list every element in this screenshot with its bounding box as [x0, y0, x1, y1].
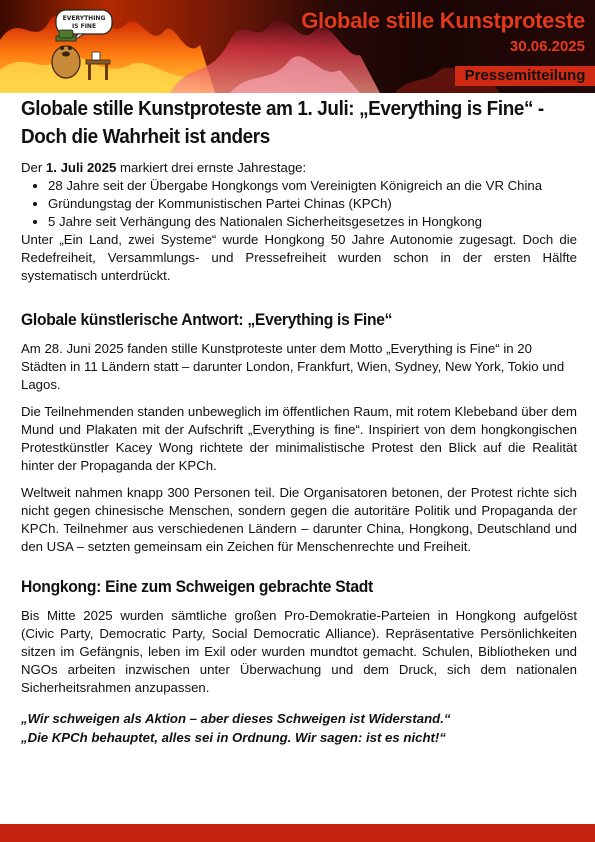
footer-bar: [0, 824, 595, 842]
page-title: Globale stille Kunstproteste am 1. Juli: „Everything is Fine“ - Doch die Wahrheit ist anders: [21, 97, 544, 148]
banner-title: Globale stille Kunstproteste: [301, 8, 585, 33]
anniversary-list: [21, 177, 577, 231]
paragraph: Am 28. Juni 2025 fanden stille Kunstproteste unter dem Motto „Everything is Fine“ in 20 Städten in 11 Ländern statt – darunter London, Frankfurt, Wien, Sydney, New York, Tokio und Lagos.: [21, 341, 565, 392]
dog-cartoon-icon: [28, 4, 138, 84]
list-item: • 5 Jahre seit Verhängung des Nationalen Sicherheitsgesetzes in Hongkong: [48, 213, 577, 231]
header-banner: [0, 0, 595, 93]
section-heading-hongkong: Hongkong: Eine zum Schweigen gebrachte Stadt: [21, 577, 373, 596]
quote: „Wir schweigen als Aktion – aber dieses Schweigen ist Widerstand.“: [21, 711, 451, 726]
intro-lead: Der 1. Juli 2025 markiert drei ernste Jahrestage:: [21, 160, 307, 175]
banner-date: 30.06.2025: [509, 38, 585, 55]
svg-text:IS FINE: IS FINE: [71, 23, 97, 30]
intro-closing: Unter „Ein Land, zwei Systeme“ wurde Hongkong 50 Jahre Autonomie zugesagt. Doch die Redefreiheit, Versammlungs- und Pressefreiheit wurden schon in der ersten Hälfte systematisch unterdrückt.: [21, 232, 577, 283]
quote: „Die KPCh behauptet, alles sei in Ordnung. Wir sagen: ist es nicht!“: [21, 730, 446, 745]
list-item: • Gründungstag der Kommunistischen Partei Chinas (KPCh): [48, 195, 577, 213]
document-body: [21, 95, 577, 747]
svg-text:EVERYTHING: EVERYTHING: [62, 15, 106, 22]
paragraph: Bis Mitte 2025 wurden sämtliche großen Pro-Demokratie-Parteien in Hongkong aufgelöst (Civic Party, Democratic Party, Social Democratic Alliance). Repräsentative Persönlichkeiten sitzen im Gefängnis, leben im Exil oder wurden mundtot gemacht. Schulen, Bibliotheken und NGOs arbeiten inzwischen unter Überwachung und dem Druck, sich dem nationalen Sicherheitsrahmen anzupassen.: [21, 608, 577, 695]
intro-date: 1. Juli 2025: [45, 160, 117, 175]
press-release-tag: Pressemitteilung: [455, 66, 595, 86]
paragraph: Die Teilnehmenden standen unbeweglich im öffentlichen Raum, mit rotem Klebeband über dem Mund und Plakaten mit der Aufschrift „Everything is fine“. Inspiriert von dem hongkongischen Protestkünstler Kacey Wong richtete der minimalistische Protest den Blick auf die Realität hinter der Propaganda der KPCh.: [21, 404, 577, 473]
list-item: • 28 Jahre seit der Übergabe Hongkongs vom Vereinigten Königreich an die VR China: [48, 177, 577, 195]
section-heading-art-response: Globale künstlerische Antwort: „Everything is Fine“: [21, 310, 393, 329]
paragraph: Weltweit nahmen knapp 300 Personen teil. Die Organisatoren betonen, der Protest richte sich nicht gegen chinesische Menschen, sondern gegen die autoritäre Politik und Propaganda der KPCh. Teilnehmer aus verschiedenen Ländern – darunter China, Hongkong, Deutschland und den USA – setzten gemeinsam ein Zeichen für Menschenrechte und Freiheit.: [21, 485, 577, 554]
